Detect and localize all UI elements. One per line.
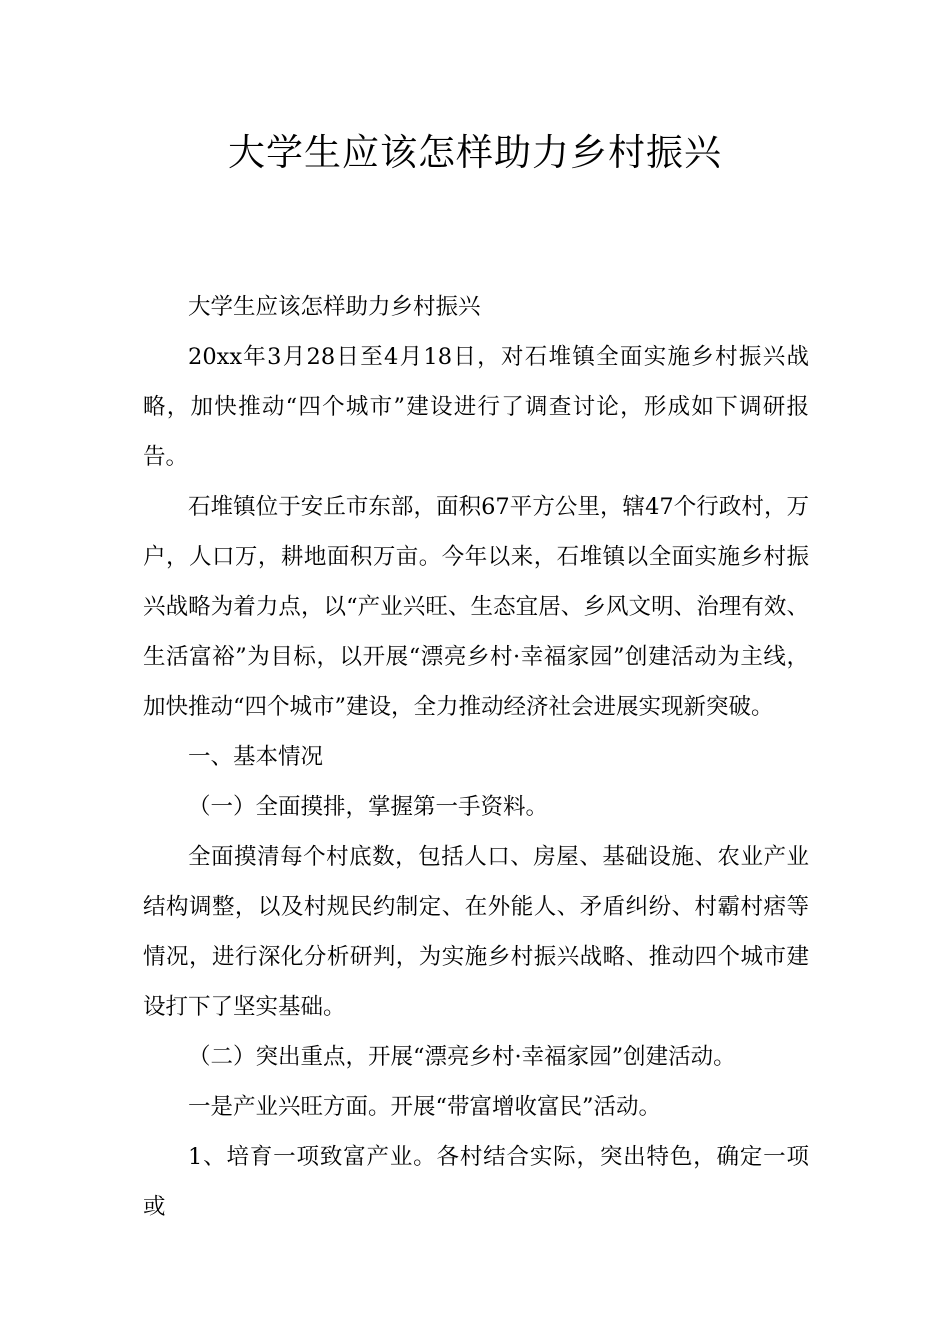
overview-paragraph: 石堆镇位于安丘市东部，面积67平方公里，辖47个行政村，万户，人口万，耕地面积万亩。今年以来，石堆镇以全面实施乡村振兴战略为着力点，以“产业兴旺、生态宜居、乡风文明、治理有效、生活富裕”为目标，以开展“漂亮乡村·幸福家园”创建活动为主线，加快推动“四个城市”建设，全力推动经济社会进展实现新突破。 — [143, 494, 809, 720]
section-heading: 一、基本情况 — [188, 744, 324, 770]
point-heading: 一是产业兴旺方面。开展“带富增收富民”活动。 — [188, 1094, 662, 1120]
subsection-heading-2: （二）突出重点，开展“漂亮乡村·幸福家园”创建活动。 — [188, 1044, 736, 1070]
intro-paragraph: 20xx年3月28日至4月18日，对石堆镇全面实施乡村振兴战略，加快推动“四个城市”建设进行了调查讨论，形成如下调研报告。 — [143, 344, 809, 470]
body-paragraph: 全面摸清每个村底数，包括人口、房屋、基础设施、农业产业结构调整，以及村规民约制定、在外能人、矛盾纠纷、村霸村痞等情况，进行深化分析研判，为实施乡村振兴战略、推动四个城市建设打下了坚实基础。 — [143, 844, 809, 1020]
subsection-heading-1: （一）全面摸排，掌握第一手资料。 — [188, 794, 549, 820]
document-title: 大学生应该怎样助力乡村振兴 — [228, 131, 722, 174]
subtitle-paragraph: 大学生应该怎样助力乡村振兴 — [188, 294, 481, 320]
list-item: 1、培育一项致富产业。各村结合实际，突出特色，确定一项或 — [143, 1144, 809, 1220]
document-body — [143, 282, 809, 1232]
